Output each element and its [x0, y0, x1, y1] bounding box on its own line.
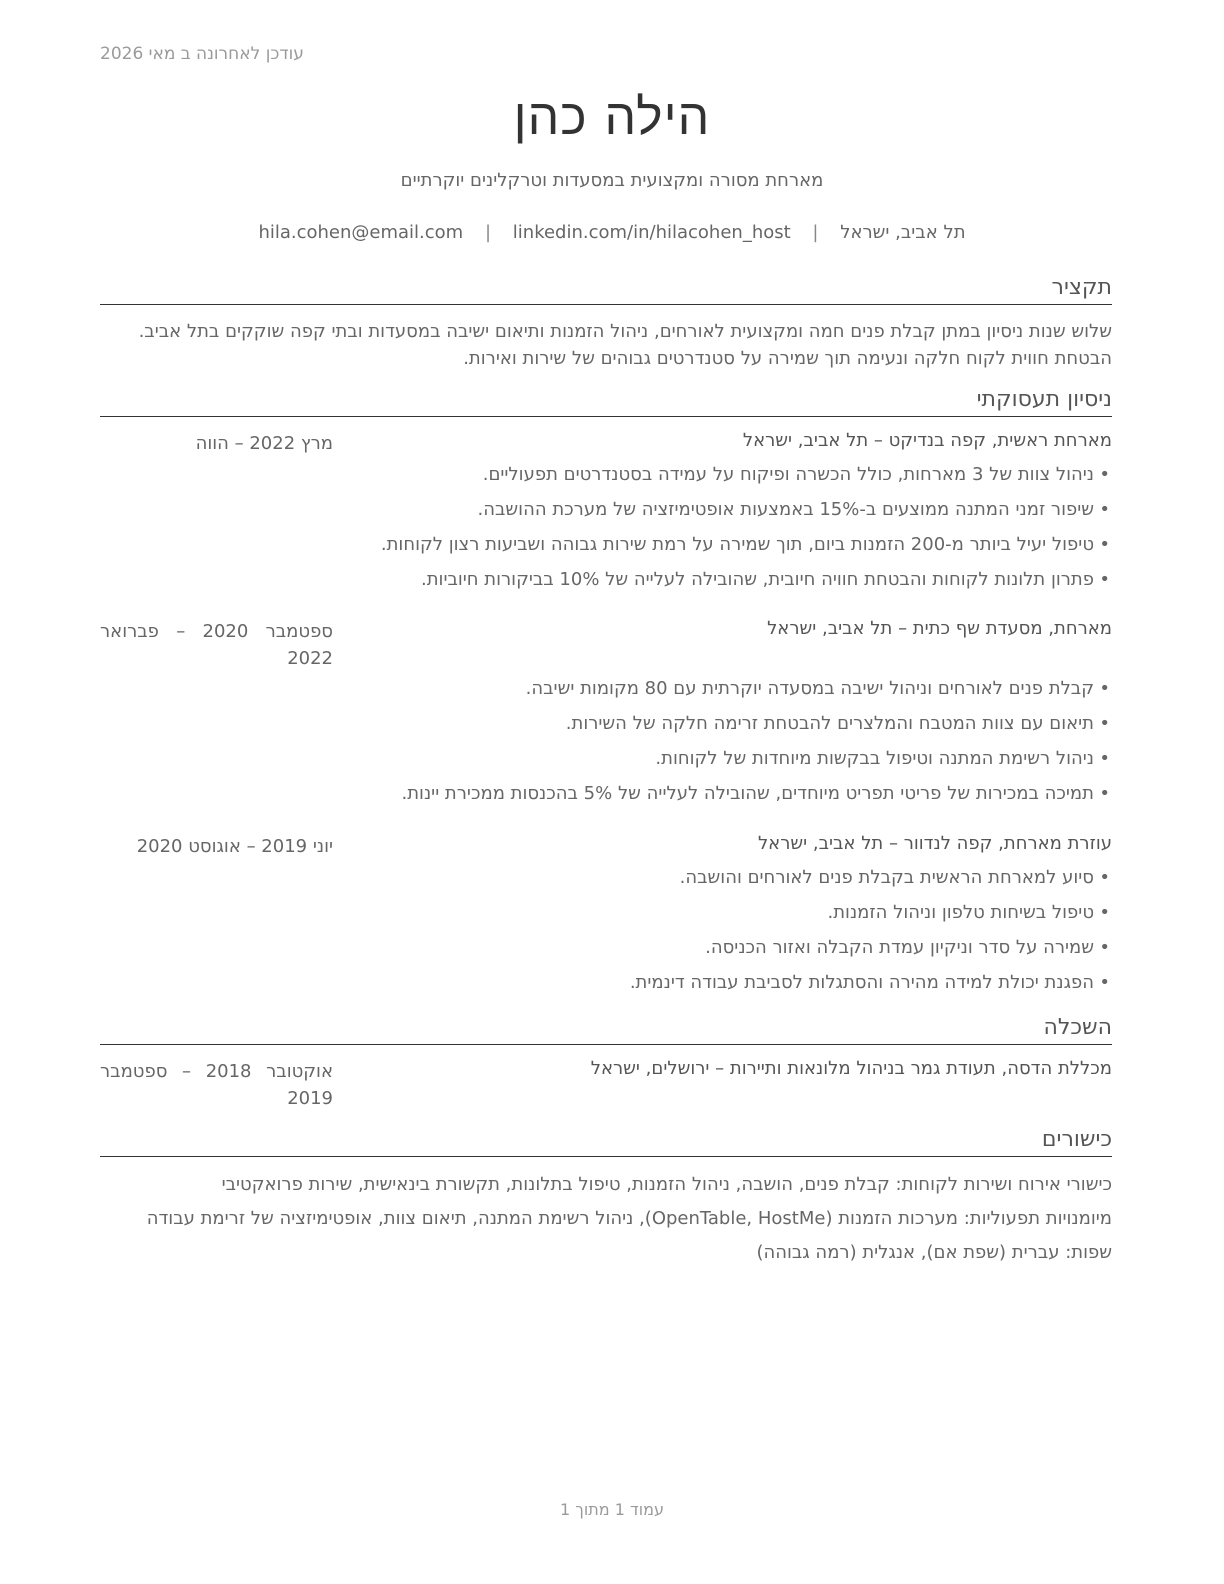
job-bullet: • תיאום עם צוות המטבח והמלצרים להבטחת זרימה חלקה של השירות.	[402, 706, 1113, 741]
job-bullet: • סיוע למארחת הראשית בקבלת פנים לאורחים והושבה.	[630, 860, 1112, 895]
job-title: מארחת ראשית, קפה בנדיקט – תל אביב, ישראל	[742, 430, 1112, 451]
education-dates: אוקטובר 2018 – ספטמבר 2019	[100, 1061, 333, 1109]
job-bullet: • תמיכה במכירות של פריטי תפריט מיוחדים, שהובילה לעלייה של 5% בהכנסות ממכירת יינות.	[402, 776, 1113, 811]
job-dates: ספטמבר 2020 – פברואר 2022	[100, 621, 333, 669]
job-bullets	[381, 457, 1112, 597]
job-dates: יוני 2019 – אוגוסט 2020	[136, 836, 333, 857]
contact-line	[0, 222, 1224, 243]
last-updated-note: עודכן לאחרונה ב מאי 2026	[100, 44, 304, 64]
page-number: עמוד 1 מתוך 1	[560, 1500, 664, 1519]
job-bullet: • טיפול בשיחות טלפון וניהול הזמנות.	[630, 895, 1112, 930]
contact-linkedin-link[interactable]: linkedin.com/in/hilacohen_host	[512, 222, 791, 243]
education-title: מכללת הדסה, תעודת גמר בניהול מלונאות ותיירות – ירושלים, ישראל	[590, 1058, 1112, 1079]
contact-separator: |	[484, 222, 492, 243]
job-bullets	[402, 671, 1113, 811]
summary-text: שלוש שנות ניסיון במתן קבלת פנים חמה ומקצועית לאורחים, ניהול הזמנות ותיאום ישיבה במסעדות ובתי קפה שוקקים בתל אביב. הבטחת חווית לקוח חלקה ונעימה תוך שמירה על סטנדרטים גבוהים של שירות ואירות.	[138, 321, 1112, 369]
job-bullet: • טיפול יעיל ביותר מ-200 הזמנות ביום, תוך שמירה על רמת שירות גבוהה ושביעות רצון לקוחות.	[381, 527, 1112, 562]
education-heading: השכלה	[100, 1014, 1112, 1045]
candidate-tagline: מארחת מסורה ומקצועית במסעדות וטרקלינים יוקרתיים	[400, 170, 824, 191]
candidate-name: הילה כהן	[513, 88, 711, 146]
job-bullet: • שיפור זמני המתנה ממוצעים ב-15% באמצעות אופטימיזציה של מערכת ההושבה.	[381, 492, 1112, 527]
skills-line: מיומנויות תפעוליות: מערכות הזמנות (OpenTable, HostMe), ניהול רשימת המתנה, תיאום צוות, אופטימיזציה של זרימת עבודה	[146, 1208, 1112, 1229]
job-bullet: • פתרון תלונות לקוחות והבטחת חוויה חיובית, שהובילה לעלייה של 10% בביקורות חיוביות.	[381, 562, 1112, 597]
job-bullet: • הפגנת יכולת למידה מהירה והסתגלות לסביבת עבודה דינמית.	[630, 965, 1112, 1000]
contact-email-link[interactable]: hila.cohen@email.com	[258, 222, 464, 243]
job-dates: מרץ 2022 – הווה	[195, 433, 333, 454]
experience-heading: ניסיון תעסוקתי	[100, 386, 1112, 417]
skills-line: שפות: עברית (שפת אם), אנגלית (רמה גבוהה)	[756, 1242, 1112, 1263]
skills-list	[100, 1168, 1112, 1270]
job-bullet: • ניהול רשימת המתנה וטיפול בבקשות מיוחדות של לקוחות.	[402, 741, 1113, 776]
job-title: מארחת, מסעדת שף כתית – תל אביב, ישראל	[767, 618, 1112, 639]
contact-location: תל אביב, ישראל	[840, 222, 966, 243]
job-bullets	[630, 860, 1112, 1000]
job-bullet: • קבלת פנים לאורחים וניהול ישיבה במסעדה יוקרתית עם 80 מקומות ישיבה.	[402, 671, 1113, 706]
summary-heading: תקציר	[100, 274, 1112, 305]
skills-heading: כישורים	[100, 1126, 1112, 1157]
job-bullet: • שמירה על סדר וניקיון עמדת הקבלה ואזור הכניסה.	[630, 930, 1112, 965]
skills-line: כישורי אירוח ושירות לקוחות: קבלת פנים, הושבה, ניהול הזמנות, טיפול בתלונות, תקשורת בינאישית, שירות פרואקטיבי	[221, 1174, 1112, 1195]
contact-separator: |	[812, 222, 819, 243]
job-bullet: • ניהול צוות של 3 מארחות, כולל הכשרה ופיקוח על עמידה בסטנדרטים תפעוליים.	[381, 457, 1112, 492]
job-title: עוזרת מארחת, קפה לנדוור – תל אביב, ישראל	[757, 833, 1112, 854]
